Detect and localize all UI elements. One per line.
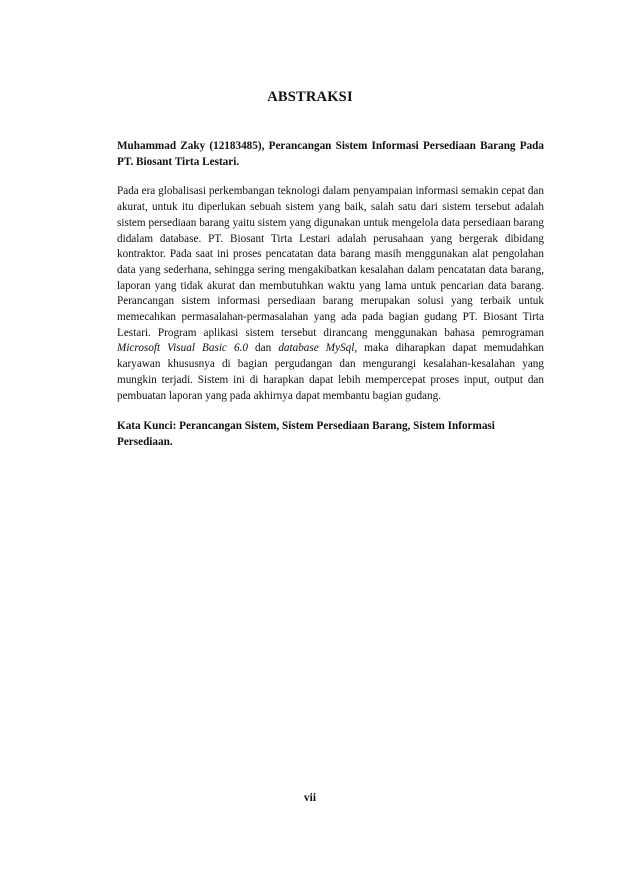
abstract-body bbox=[117, 184, 544, 404]
abstract-text-part-2: dan bbox=[247, 342, 279, 355]
abstract-text-italic-2: database MySql bbox=[278, 342, 355, 355]
page-title: ABSTRAKSI bbox=[267, 89, 353, 105]
page-number: vii bbox=[303, 792, 317, 804]
keywords: Kata Kunci: Perancangan Sistem, Sistem Persediaan Barang, Sistem Informasi Persediaan. bbox=[117, 420, 495, 448]
abstract-text-part-1: Pada era globalisasi perkembangan teknologi dalam penyampaian informasi semakin cepat dan akurat, untuk itu diperlukan sebuah sistem yang baik, salah satu dari sistem tersebut adalah sistem persediaan barang yaitu sistem yang digunakan untuk mengelola data persediaan barang didalam database. PT. Biosant Tirta Lestari adalah perusahaan yang bergerak dibidang kontraktor. Pada saat ini proses pencatatan data barang masih menggunakan alat pengolahan data yang sederhana, sehingga sering mengakibatkan kesalahan dalam pencatatan data barang, laporan yang tidak akurat dan membutuhkan waktu yang lama untuk pencarian data barang. Perancangan sistem informasi persediaan barang merupakan solusi yang terbaik untuk memecahkan permasalahan-permasalahan yang ada pada bagian gudang PT. Biosant Tirta Lestari. Program aplikasi sistem tersebut dirancang menggunakan bahasa pemrograman bbox=[117, 185, 544, 339]
abstract-text-part-3: , maka diharapkan dapat memudahkan karyawan khususnya di bagian pergudangan dan mengurangi kesalahan-kesalahan yang mungkin terjadi. Sistem ini di harapkan dapat lebih mempercepat proses input, output dan pembuatan laporan yang pada akhirnya dapat membantu bagian gudang. bbox=[117, 342, 544, 402]
author-heading: Muhammad Zaky (12183485), Perancangan Sistem Informasi Persediaan Barang Pada PT. Biosant Tirta Lestari. bbox=[117, 140, 544, 168]
abstract-section bbox=[117, 139, 544, 451]
abstract-text-italic-1: Microsoft Visual Basic 6.0 bbox=[117, 342, 248, 355]
